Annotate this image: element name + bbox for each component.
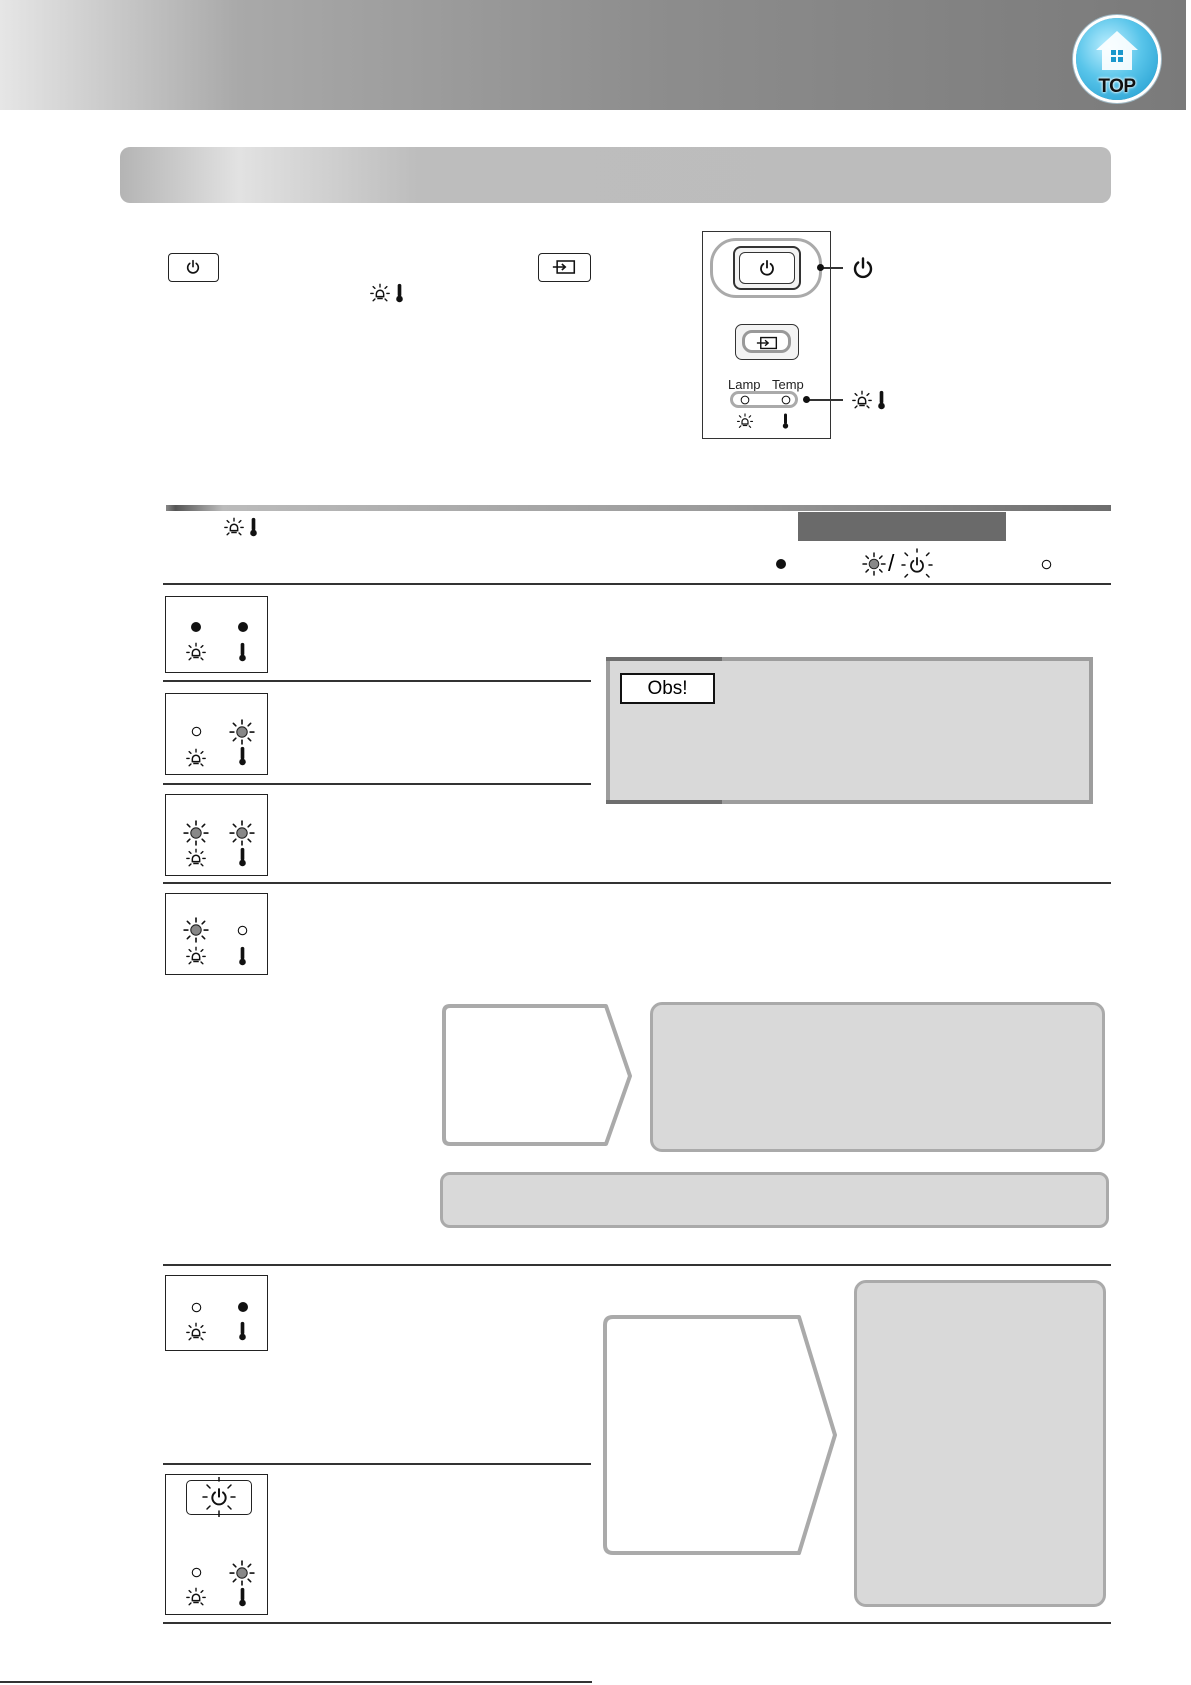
footer-rule [0, 1681, 592, 1683]
lamp-indicator-blink-icon [183, 820, 209, 846]
temp-icon [781, 412, 790, 430]
temp-indicator-off-icon [237, 925, 248, 936]
lamp-label: Lamp [728, 377, 761, 392]
table-row-rule [163, 583, 1111, 585]
lamp-indicator-off-icon [191, 1567, 202, 1578]
table-row-rule [163, 1264, 1111, 1266]
power-button [733, 246, 801, 290]
power-blink-icon [900, 548, 934, 582]
lamp-indicator-blink-icon [183, 917, 209, 943]
obs-badge: Obs! [620, 673, 715, 704]
top-button-label: TOP [1098, 76, 1136, 97]
lamp-icon [736, 412, 754, 430]
table-bottom-rule [163, 1622, 1111, 1624]
table-row-rule [163, 882, 1111, 884]
obs-note-panel [606, 657, 1093, 804]
indicator-box-row1 [165, 596, 268, 673]
flow-arrow-box-tall [601, 1313, 841, 1557]
lamp-indicator-on-icon [190, 621, 202, 633]
row-rule-short [163, 680, 591, 682]
temp-icon [237, 1319, 248, 1343]
blink-separator: / [888, 550, 895, 576]
indicator-box-row2 [165, 693, 268, 775]
source-icon [552, 259, 576, 275]
flow-arrow-box [440, 1002, 636, 1150]
temp-indicator-on-icon [237, 1301, 249, 1313]
power-blink-legend [900, 548, 934, 582]
note-bar [440, 1172, 1109, 1228]
table-header-rule [166, 505, 1111, 511]
lamp-indicator-off-icon [191, 1302, 202, 1313]
row-rule-short [163, 1463, 591, 1465]
lamp-indicator-off-icon [191, 726, 202, 737]
power-blink-icon [199, 1477, 239, 1517]
temp-indicator-on-icon [237, 621, 249, 633]
temp-icon [237, 744, 248, 768]
legend-header-bar [798, 512, 1006, 541]
indicator-box-row5 [165, 1275, 268, 1351]
lamp-icon [851, 389, 873, 411]
indicator-on-icon [775, 558, 787, 570]
power-icon [758, 259, 776, 277]
callout-dot [817, 264, 824, 271]
temp-icon [237, 641, 248, 663]
power-key [168, 253, 219, 282]
callout-indicator-line [806, 399, 843, 401]
temp-icon [237, 944, 248, 968]
source-key [538, 253, 591, 282]
lamp-icon [185, 847, 207, 869]
lamp-icon [185, 945, 207, 967]
lamp-icon [223, 516, 245, 538]
action-box-tall [854, 1280, 1106, 1607]
temp-indicator-blink-icon [229, 820, 255, 846]
control-panel-diagram [702, 231, 831, 439]
lamp-icon [185, 641, 207, 663]
action-box [650, 1002, 1105, 1152]
lamp-icon [185, 1586, 207, 1608]
temp-label: Temp [772, 377, 804, 392]
indicator-box-row3 [165, 794, 268, 876]
indicator-off-icon [1041, 559, 1052, 570]
section-title-bar [120, 147, 1111, 203]
top-button[interactable] [1076, 18, 1158, 100]
header-bar [0, 0, 1191, 110]
source-button [735, 324, 799, 360]
temp-icon [394, 282, 405, 304]
home-icon [1093, 28, 1141, 72]
temp-indicator-off-icon [781, 395, 791, 405]
indicator-box-row4 [165, 893, 268, 975]
row-rule-short [163, 783, 591, 785]
temp-icon [237, 845, 248, 869]
lamp-icon [185, 747, 207, 769]
temp-indicator-blink-icon [229, 1560, 255, 1586]
source-icon [756, 336, 778, 350]
lamp-icon [369, 282, 391, 304]
lamp-icon [185, 1321, 207, 1343]
power-icon [185, 259, 201, 275]
temp-icon [237, 1585, 248, 1609]
power-icon [851, 256, 875, 280]
lamp-indicator-off-icon [740, 395, 750, 405]
indicator-box-row6 [165, 1474, 268, 1615]
callout-dot [803, 396, 810, 403]
temp-icon [248, 516, 259, 538]
temp-icon [876, 389, 887, 411]
indicator-blink-icon [862, 552, 886, 576]
temp-indicator-blink-icon [229, 719, 255, 745]
